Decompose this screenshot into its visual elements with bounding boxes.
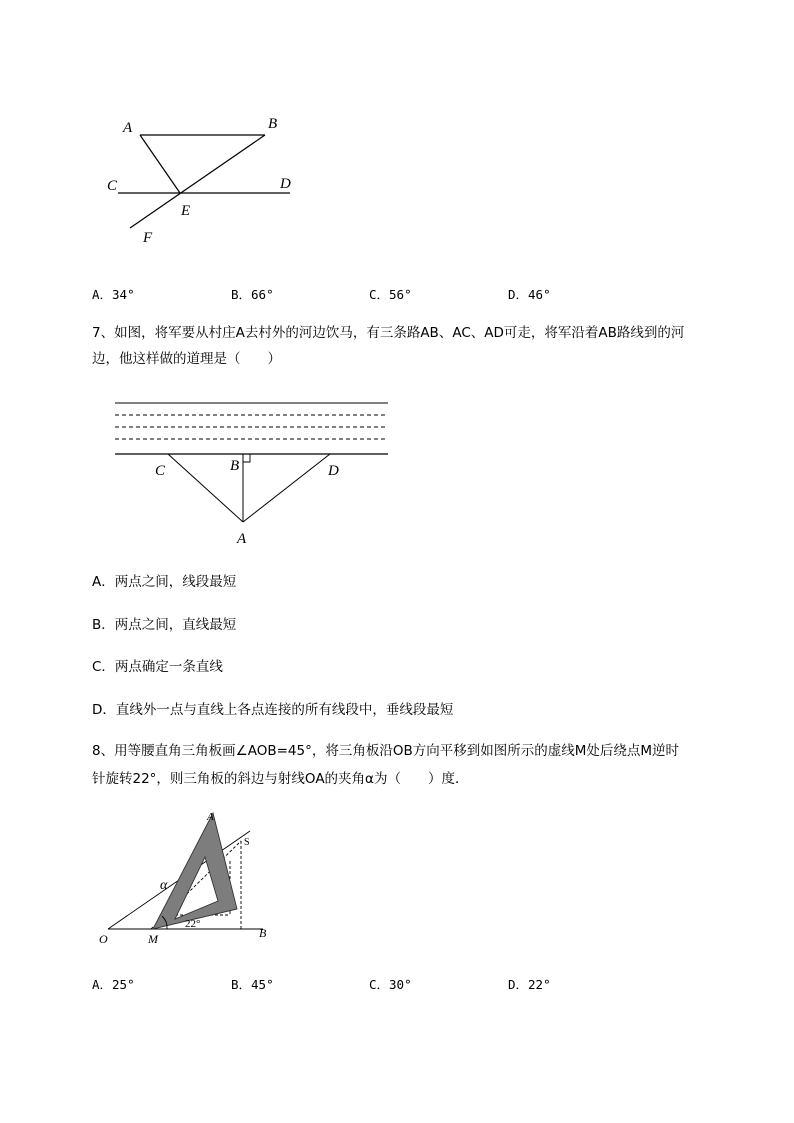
label-b: B — [268, 116, 278, 132]
label-a: A — [123, 120, 133, 136]
path-ad — [243, 454, 330, 522]
right-angle-mark — [243, 454, 250, 462]
q8-option-a[interactable]: A．25° — [92, 977, 135, 992]
q7-option-c[interactable]: C．两点确定一条直线 — [92, 659, 223, 675]
q6-option-b[interactable]: B．66° — [231, 287, 274, 302]
q7-question-line1: 7、如图，将军要从村庄A去村外的河边饮马，有三条路AB、AC、AD可走，将军沿着AB路线到的河 — [92, 325, 685, 341]
label-d: D — [328, 463, 339, 479]
label-b: B — [259, 926, 267, 940]
q6-option-a[interactable]: A．34° — [92, 287, 135, 302]
q7-option-d[interactable]: D．直线外一点与直线上各点连接的所有线段中，垂线段最短 — [92, 702, 454, 718]
label-s: S — [244, 837, 250, 848]
figure-set-square — [95, 805, 280, 950]
label-o: O — [99, 932, 108, 946]
q7-option-b[interactable]: B．两点之间，直线最短 — [92, 617, 237, 633]
segment-ae — [140, 135, 180, 193]
label-a: A — [207, 811, 214, 823]
q8-question-line2: 针旋转22°，则三角板的斜边与射线OA的夹角α为（ ）度． — [92, 771, 469, 787]
figure-river — [110, 395, 395, 550]
label-c: C — [107, 178, 118, 194]
q7-question-line2: 边，他这样做的道理是（ ） — [92, 351, 281, 367]
q8-option-d[interactable]: D．22° — [508, 977, 551, 992]
label-c: C — [155, 463, 166, 479]
label-angle-22: 22° — [185, 918, 201, 930]
rotated-triangle — [153, 813, 237, 929]
label-alpha: α — [160, 878, 168, 893]
label-b: B — [230, 458, 240, 474]
label-d: D — [280, 176, 291, 192]
q6-option-d[interactable]: D．46° — [508, 287, 551, 302]
q8-option-c[interactable]: C．30° — [369, 977, 412, 992]
q7-option-a[interactable]: A．两点之间，线段最短 — [92, 574, 237, 590]
label-f: F — [143, 230, 153, 246]
q6-option-c[interactable]: C．56° — [369, 287, 412, 302]
q8-option-b[interactable]: B．45° — [231, 977, 274, 992]
figure-parallel-lines — [100, 110, 310, 250]
label-a: A — [237, 531, 247, 547]
label-m: M — [148, 932, 158, 946]
label-e: E — [181, 203, 191, 219]
q8-question-line1: 8、用等腰直角三角板画∠AOB=45°，将三角板沿OB方向平移到如图所示的虚线M处后绕点M逆时 — [92, 743, 679, 759]
